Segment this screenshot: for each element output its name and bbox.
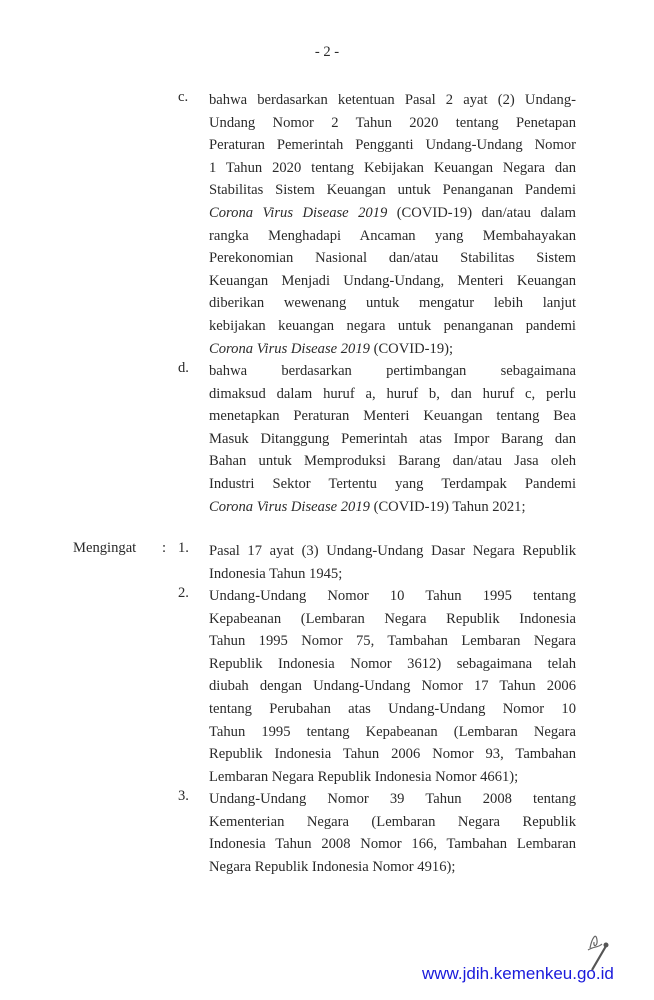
text-line: Indonesia Tahun 2008 Nomor 166, Tambahan Lembaran [209,836,576,853]
text-line: Republik Indonesia Nomor 3612) sebagaimana telah [209,655,576,672]
text-line: dimaksud dalam huruf a, huruf b, dan huruf c, perlu [209,385,576,402]
text-line: 1 Tahun 2020 tentang Kebijakan Keuangan Negara dan [209,159,576,176]
text-line: Kementerian Negara (Lembaran Negara Republik [209,813,576,830]
text-line: kebijakan keuangan negara untuk penanganan pandemi [209,317,576,334]
text-line: Undang-Undang Nomor 39 Tahun 2008 tentang [209,791,576,807]
text-line: Corona Virus Disease 2019 (COVID-19) dan/atau dalam [209,204,577,221]
text-line: Corona Virus Disease 2019 (COVID-19); [209,340,454,357]
text-line: Republik Indonesia Tahun 2006 Nomor 93, Tambahan [209,746,576,763]
text-line: Undang Nomor 2 Tahun 2020 tentang Penetapan [209,114,576,131]
mengingat-colon: : [162,540,167,556]
page-number: - 2 - [314,44,340,60]
text-line: Industri Sektor Tertentu yang Terdampak Pandemi [209,475,576,492]
text-line: Negara Republik Indonesia Nomor 4916); [209,858,456,875]
text-line: Undang-Undang Nomor 10 Tahun 1995 tentang [209,588,576,604]
text-line: Pasal 17 ayat (3) Undang-Undang Dasar Negara Republik [209,543,576,559]
item-marker: 2. [178,585,189,601]
item-text [209,89,576,360]
item-marker: d. [178,360,189,376]
text-line: Peraturan Pemerintah Pengganti Undang-Undang Nomor [209,137,576,154]
text-line: diberikan wewenang untuk mengatur lebih lanjut [209,295,576,312]
text-line: menetapkan Peraturan Menteri Keuangan tentang Bea [209,408,576,425]
text-line: Perekonomian Nasional dan/atau Stabilitas Sistem [209,250,576,267]
mengingat-label: Mengingat [73,540,137,556]
text-line: Tahun 1995 Nomor 75, Tambahan Lembaran Negara [209,633,576,650]
text-line: Kepabeanan (Lembaran Negara Republik Indonesia [209,610,576,627]
item-text [209,540,576,585]
text-line: Stabilitas Sistem Keuangan untuk Penanganan Pandemi [209,182,576,199]
item-text [209,788,576,878]
text-line: Keuangan Menjadi Undang-Undang, Menteri Keuangan [209,272,576,289]
italic-term: Corona Virus Disease 2019 [209,498,370,515]
footer-url-link[interactable]: www.jdih.kemenkeu.go.id [422,964,614,983]
item-marker: 3. [178,788,189,804]
italic-term: Corona Virus Disease 2019 [209,340,370,357]
text-line: diubah dengan Undang-Undang Nomor 17 Tahun 2006 [209,678,576,695]
text-line: Corona Virus Disease 2019 (COVID-19) Tahun 2021; [209,498,526,515]
text-line: Indonesia Tahun 1945; [209,565,343,582]
text-line: bahwa berdasarkan ketentuan Pasal 2 ayat (2) Undang- [209,92,576,108]
text-line: Bahan untuk Memproduksi Barang dan/atau Jasa oleh [209,453,576,470]
item-marker: 1. [178,540,189,556]
item-text [209,585,576,788]
text-line: bahwa berdasarkan pertimbangan sebagaimana [209,363,576,379]
text-line: tentang Perubahan atas Undang-Undang Nomor 10 [209,700,576,717]
text-line: Masuk Ditanggung Pemerintah atas Impor Barang dan [209,430,576,447]
text-line: Lembaran Negara Republik Indonesia Nomor 4661); [209,768,519,785]
text-line: Tahun 1995 tentang Kepabeanan (Lembaran Negara [209,723,576,740]
text-line: rangka Menghadapi Ancaman yang Membahayakan [209,227,576,244]
italic-term: Corona Virus Disease 2019 [209,204,388,221]
item-text [209,360,576,518]
item-marker: c. [178,89,189,105]
